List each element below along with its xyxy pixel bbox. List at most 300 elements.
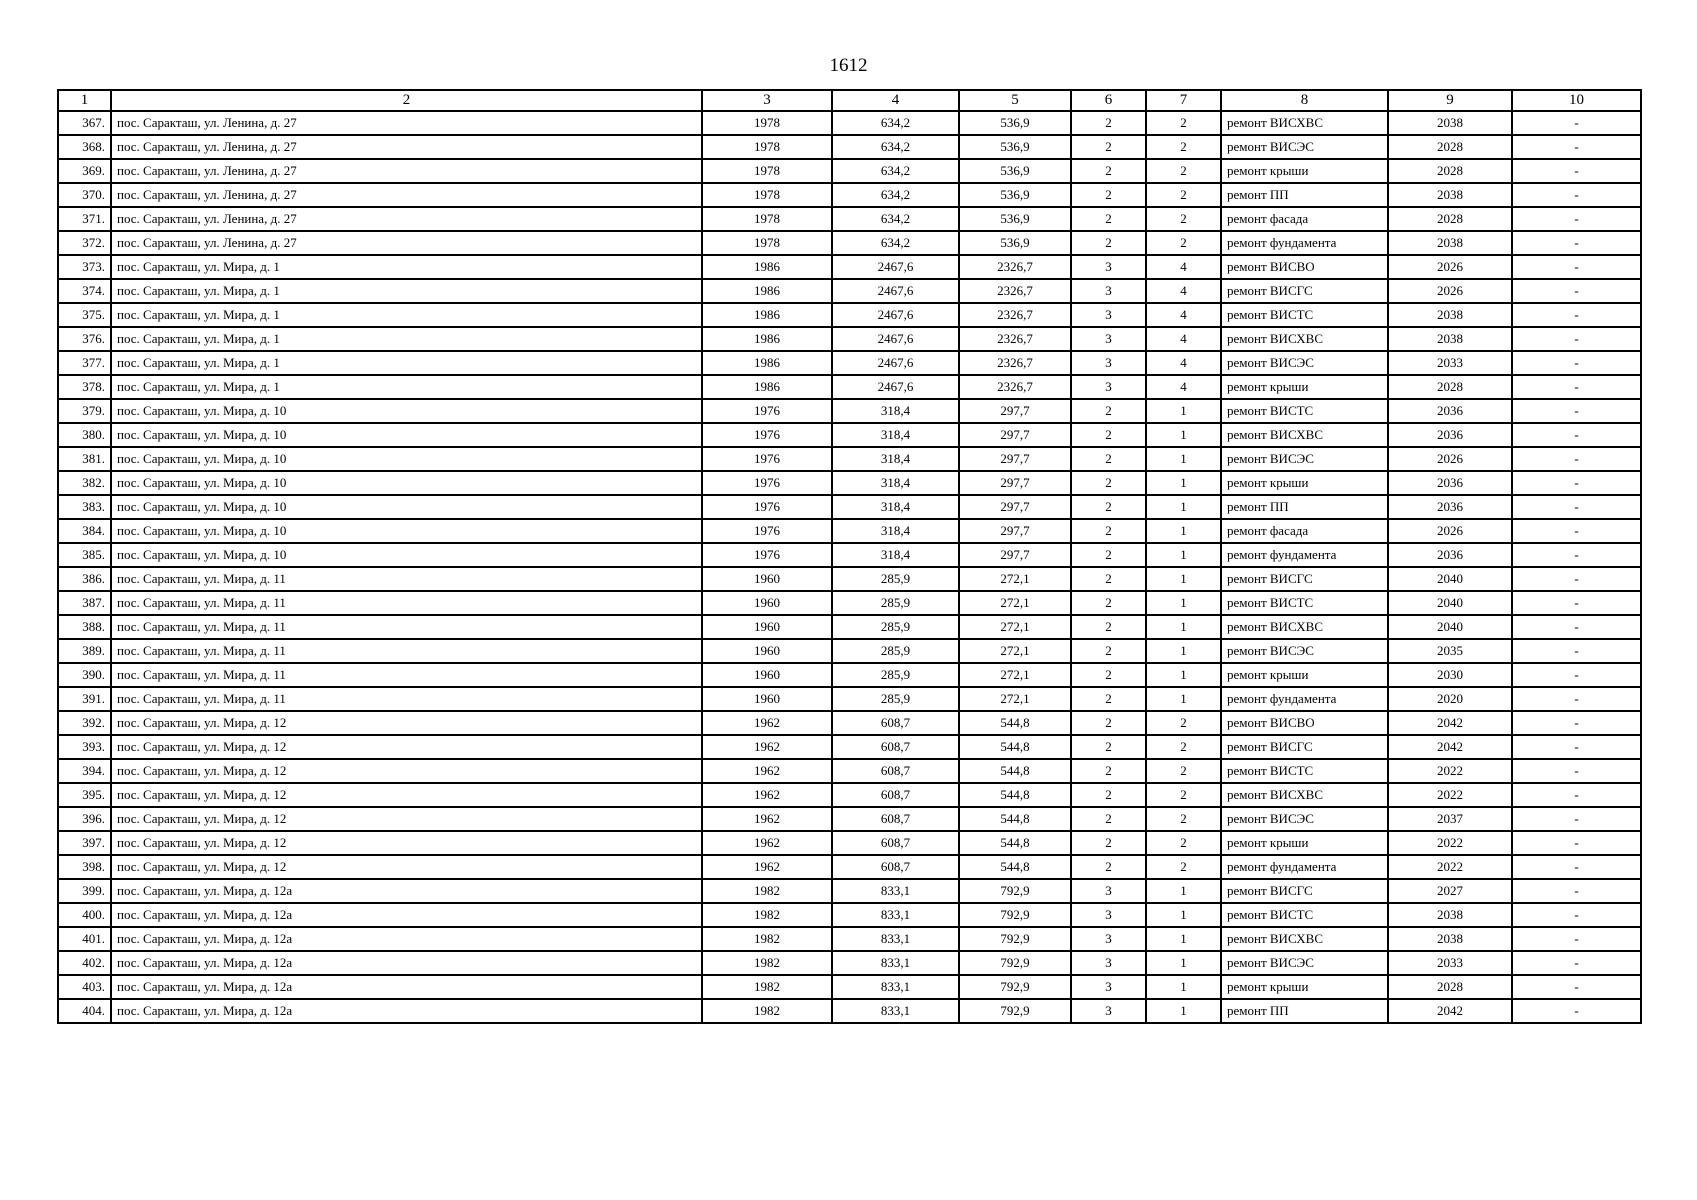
entrances-cell: 2 xyxy=(1146,735,1221,759)
floors-cell: 2 xyxy=(1071,759,1146,783)
planned-year-cell: 2038 xyxy=(1388,927,1512,951)
row-number-cell: 381. xyxy=(58,447,111,471)
address-cell: пос. Саракташ, ул. Ленина, д. 27 xyxy=(111,183,702,207)
table-row xyxy=(58,447,1641,471)
total-area-cell: 285,9 xyxy=(832,591,959,615)
total-area-cell: 833,1 xyxy=(832,903,959,927)
table-row xyxy=(58,519,1641,543)
work-type-cell: ремонт фундамента xyxy=(1221,687,1388,711)
address-cell: пос. Саракташ, ул. Мира, д. 12а xyxy=(111,903,702,927)
table-row xyxy=(58,279,1641,303)
note-cell: - xyxy=(1512,999,1641,1023)
column-header: 3 xyxy=(702,90,832,111)
build-year-cell: 1982 xyxy=(702,951,832,975)
row-number-cell: 371. xyxy=(58,207,111,231)
entrances-cell: 2 xyxy=(1146,759,1221,783)
living-area-cell: 297,7 xyxy=(959,447,1071,471)
living-area-cell: 297,7 xyxy=(959,399,1071,423)
living-area-cell: 544,8 xyxy=(959,759,1071,783)
build-year-cell: 1978 xyxy=(702,135,832,159)
note-cell: - xyxy=(1512,495,1641,519)
planned-year-cell: 2038 xyxy=(1388,183,1512,207)
planned-year-cell: 2033 xyxy=(1388,951,1512,975)
table-row xyxy=(58,351,1641,375)
build-year-cell: 1960 xyxy=(702,615,832,639)
floors-cell: 2 xyxy=(1071,783,1146,807)
row-number-cell: 402. xyxy=(58,951,111,975)
address-cell: пос. Саракташ, ул. Мира, д. 1 xyxy=(111,303,702,327)
address-cell: пос. Саракташ, ул. Мира, д. 10 xyxy=(111,447,702,471)
total-area-cell: 634,2 xyxy=(832,111,959,135)
row-number-cell: 383. xyxy=(58,495,111,519)
work-type-cell: ремонт ВИСЭС xyxy=(1221,135,1388,159)
work-type-cell: ремонт крыши xyxy=(1221,159,1388,183)
planned-year-cell: 2038 xyxy=(1388,303,1512,327)
table-row xyxy=(58,951,1641,975)
floors-cell: 2 xyxy=(1071,183,1146,207)
entrances-cell: 2 xyxy=(1146,783,1221,807)
living-area-cell: 2326,7 xyxy=(959,279,1071,303)
floors-cell: 2 xyxy=(1071,639,1146,663)
note-cell: - xyxy=(1512,591,1641,615)
total-area-cell: 285,9 xyxy=(832,567,959,591)
address-cell: пос. Саракташ, ул. Мира, д. 10 xyxy=(111,399,702,423)
living-area-cell: 272,1 xyxy=(959,591,1071,615)
entrances-cell: 2 xyxy=(1146,111,1221,135)
row-number-cell: 395. xyxy=(58,783,111,807)
planned-year-cell: 2036 xyxy=(1388,471,1512,495)
address-cell: пос. Саракташ, ул. Мира, д. 1 xyxy=(111,327,702,351)
work-type-cell: ремонт ВИСГС xyxy=(1221,279,1388,303)
total-area-cell: 608,7 xyxy=(832,783,959,807)
build-year-cell: 1976 xyxy=(702,423,832,447)
entrances-cell: 1 xyxy=(1146,999,1221,1023)
total-area-cell: 318,4 xyxy=(832,543,959,567)
note-cell: - xyxy=(1512,663,1641,687)
build-year-cell: 1982 xyxy=(702,927,832,951)
work-type-cell: ремонт ВИСЭС xyxy=(1221,447,1388,471)
total-area-cell: 318,4 xyxy=(832,399,959,423)
entrances-cell: 1 xyxy=(1146,519,1221,543)
table-row xyxy=(58,927,1641,951)
build-year-cell: 1976 xyxy=(702,519,832,543)
row-number-cell: 392. xyxy=(58,711,111,735)
entrances-cell: 1 xyxy=(1146,975,1221,999)
living-area-cell: 544,8 xyxy=(959,735,1071,759)
floors-cell: 2 xyxy=(1071,831,1146,855)
note-cell: - xyxy=(1512,279,1641,303)
total-area-cell: 285,9 xyxy=(832,615,959,639)
planned-year-cell: 2042 xyxy=(1388,999,1512,1023)
planned-year-cell: 2040 xyxy=(1388,591,1512,615)
build-year-cell: 1986 xyxy=(702,303,832,327)
planned-year-cell: 2026 xyxy=(1388,255,1512,279)
build-year-cell: 1962 xyxy=(702,831,832,855)
address-cell: пос. Саракташ, ул. Мира, д. 11 xyxy=(111,567,702,591)
note-cell: - xyxy=(1512,951,1641,975)
build-year-cell: 1962 xyxy=(702,855,832,879)
floors-cell: 3 xyxy=(1071,879,1146,903)
address-cell: пос. Саракташ, ул. Мира, д. 11 xyxy=(111,639,702,663)
note-cell: - xyxy=(1512,639,1641,663)
living-area-cell: 536,9 xyxy=(959,111,1071,135)
floors-cell: 2 xyxy=(1071,111,1146,135)
address-cell: пос. Саракташ, ул. Мира, д. 11 xyxy=(111,591,702,615)
row-number-cell: 382. xyxy=(58,471,111,495)
work-type-cell: ремонт ПП xyxy=(1221,495,1388,519)
column-header: 8 xyxy=(1221,90,1388,111)
table-row xyxy=(58,135,1641,159)
living-area-cell: 792,9 xyxy=(959,903,1071,927)
note-cell: - xyxy=(1512,975,1641,999)
note-cell: - xyxy=(1512,543,1641,567)
floors-cell: 2 xyxy=(1071,735,1146,759)
living-area-cell: 792,9 xyxy=(959,975,1071,999)
planned-year-cell: 2036 xyxy=(1388,495,1512,519)
living-area-cell: 792,9 xyxy=(959,879,1071,903)
address-cell: пос. Саракташ, ул. Мира, д. 1 xyxy=(111,375,702,399)
build-year-cell: 1960 xyxy=(702,639,832,663)
note-cell: - xyxy=(1512,159,1641,183)
work-type-cell: ремонт фундамента xyxy=(1221,855,1388,879)
floors-cell: 3 xyxy=(1071,327,1146,351)
living-area-cell: 536,9 xyxy=(959,183,1071,207)
floors-cell: 2 xyxy=(1071,159,1146,183)
planned-year-cell: 2026 xyxy=(1388,447,1512,471)
entrances-cell: 1 xyxy=(1146,567,1221,591)
floors-cell: 2 xyxy=(1071,447,1146,471)
table-row xyxy=(58,831,1641,855)
table-row xyxy=(58,567,1641,591)
build-year-cell: 1986 xyxy=(702,279,832,303)
entrances-cell: 1 xyxy=(1146,543,1221,567)
note-cell: - xyxy=(1512,423,1641,447)
planned-year-cell: 2030 xyxy=(1388,663,1512,687)
row-number-cell: 368. xyxy=(58,135,111,159)
build-year-cell: 1982 xyxy=(702,999,832,1023)
total-area-cell: 833,1 xyxy=(832,975,959,999)
total-area-cell: 608,7 xyxy=(832,759,959,783)
table-row xyxy=(58,207,1641,231)
column-header: 9 xyxy=(1388,90,1512,111)
address-cell: пос. Саракташ, ул. Мира, д. 1 xyxy=(111,279,702,303)
planned-year-cell: 2042 xyxy=(1388,735,1512,759)
total-area-cell: 634,2 xyxy=(832,207,959,231)
work-type-cell: ремонт ВИСГС xyxy=(1221,567,1388,591)
living-area-cell: 297,7 xyxy=(959,519,1071,543)
entrances-cell: 2 xyxy=(1146,711,1221,735)
planned-year-cell: 2028 xyxy=(1388,975,1512,999)
total-area-cell: 833,1 xyxy=(832,879,959,903)
table-row xyxy=(58,639,1641,663)
work-type-cell: ремонт ВИСХВС xyxy=(1221,615,1388,639)
floors-cell: 3 xyxy=(1071,303,1146,327)
address-cell: пос. Саракташ, ул. Ленина, д. 27 xyxy=(111,159,702,183)
floors-cell: 3 xyxy=(1071,999,1146,1023)
floors-cell: 3 xyxy=(1071,951,1146,975)
entrances-cell: 2 xyxy=(1146,831,1221,855)
total-area-cell: 608,7 xyxy=(832,855,959,879)
planned-year-cell: 2035 xyxy=(1388,639,1512,663)
row-number-cell: 384. xyxy=(58,519,111,543)
build-year-cell: 1976 xyxy=(702,543,832,567)
entrances-cell: 4 xyxy=(1146,351,1221,375)
address-cell: пос. Саракташ, ул. Мира, д. 12а xyxy=(111,975,702,999)
note-cell: - xyxy=(1512,351,1641,375)
row-number-cell: 396. xyxy=(58,807,111,831)
table-row xyxy=(58,855,1641,879)
build-year-cell: 1978 xyxy=(702,183,832,207)
build-year-cell: 1962 xyxy=(702,807,832,831)
living-area-cell: 792,9 xyxy=(959,927,1071,951)
row-number-cell: 370. xyxy=(58,183,111,207)
entrances-cell: 2 xyxy=(1146,207,1221,231)
total-area-cell: 608,7 xyxy=(832,807,959,831)
build-year-cell: 1960 xyxy=(702,687,832,711)
work-type-cell: ремонт ПП xyxy=(1221,999,1388,1023)
note-cell: - xyxy=(1512,759,1641,783)
work-type-cell: ремонт крыши xyxy=(1221,831,1388,855)
table-row xyxy=(58,879,1641,903)
table-row xyxy=(58,495,1641,519)
address-cell: пос. Саракташ, ул. Мира, д. 12 xyxy=(111,735,702,759)
total-area-cell: 285,9 xyxy=(832,663,959,687)
table-row xyxy=(58,303,1641,327)
note-cell: - xyxy=(1512,255,1641,279)
living-area-cell: 2326,7 xyxy=(959,351,1071,375)
living-area-cell: 544,8 xyxy=(959,711,1071,735)
row-number-cell: 379. xyxy=(58,399,111,423)
note-cell: - xyxy=(1512,183,1641,207)
living-area-cell: 272,1 xyxy=(959,615,1071,639)
planned-year-cell: 2022 xyxy=(1388,783,1512,807)
planned-year-cell: 2028 xyxy=(1388,135,1512,159)
table-row xyxy=(58,999,1641,1023)
planned-year-cell: 2037 xyxy=(1388,807,1512,831)
address-cell: пос. Саракташ, ул. Ленина, д. 27 xyxy=(111,111,702,135)
build-year-cell: 1982 xyxy=(702,903,832,927)
planned-year-cell: 2022 xyxy=(1388,831,1512,855)
column-header: 1 xyxy=(58,90,111,111)
planned-year-cell: 2022 xyxy=(1388,759,1512,783)
total-area-cell: 833,1 xyxy=(832,999,959,1023)
note-cell: - xyxy=(1512,375,1641,399)
planned-year-cell: 2038 xyxy=(1388,327,1512,351)
build-year-cell: 1960 xyxy=(702,591,832,615)
build-year-cell: 1960 xyxy=(702,567,832,591)
living-area-cell: 792,9 xyxy=(959,951,1071,975)
entrances-cell: 4 xyxy=(1146,255,1221,279)
build-year-cell: 1986 xyxy=(702,375,832,399)
note-cell: - xyxy=(1512,903,1641,927)
living-area-cell: 792,9 xyxy=(959,999,1071,1023)
floors-cell: 2 xyxy=(1071,135,1146,159)
row-number-cell: 390. xyxy=(58,663,111,687)
row-number-cell: 401. xyxy=(58,927,111,951)
total-area-cell: 2467,6 xyxy=(832,255,959,279)
note-cell: - xyxy=(1512,807,1641,831)
table-body xyxy=(58,111,1641,1023)
build-year-cell: 1962 xyxy=(702,711,832,735)
note-cell: - xyxy=(1512,303,1641,327)
address-cell: пос. Саракташ, ул. Мира, д. 1 xyxy=(111,351,702,375)
build-year-cell: 1982 xyxy=(702,975,832,999)
row-number-cell: 376. xyxy=(58,327,111,351)
row-number-cell: 397. xyxy=(58,831,111,855)
note-cell: - xyxy=(1512,327,1641,351)
address-cell: пос. Саракташ, ул. Мира, д. 12 xyxy=(111,783,702,807)
build-year-cell: 1986 xyxy=(702,255,832,279)
address-cell: пос. Саракташ, ул. Мира, д. 12а xyxy=(111,951,702,975)
total-area-cell: 2467,6 xyxy=(832,303,959,327)
floors-cell: 2 xyxy=(1071,855,1146,879)
work-type-cell: ремонт ВИСВО xyxy=(1221,255,1388,279)
entrances-cell: 1 xyxy=(1146,663,1221,687)
living-area-cell: 297,7 xyxy=(959,543,1071,567)
planned-year-cell: 2028 xyxy=(1388,159,1512,183)
note-cell: - xyxy=(1512,927,1641,951)
table-row xyxy=(58,783,1641,807)
entrances-cell: 2 xyxy=(1146,135,1221,159)
floors-cell: 3 xyxy=(1071,927,1146,951)
floors-cell: 2 xyxy=(1071,591,1146,615)
row-number-cell: 375. xyxy=(58,303,111,327)
living-area-cell: 2326,7 xyxy=(959,375,1071,399)
planned-year-cell: 2036 xyxy=(1388,543,1512,567)
column-header: 5 xyxy=(959,90,1071,111)
work-type-cell: ремонт ВИСХВС xyxy=(1221,783,1388,807)
address-cell: пос. Саракташ, ул. Мира, д. 11 xyxy=(111,615,702,639)
total-area-cell: 2467,6 xyxy=(832,279,959,303)
address-cell: пос. Саракташ, ул. Мира, д. 12а xyxy=(111,927,702,951)
living-area-cell: 272,1 xyxy=(959,663,1071,687)
living-area-cell: 2326,7 xyxy=(959,327,1071,351)
planned-year-cell: 2040 xyxy=(1388,567,1512,591)
entrances-cell: 1 xyxy=(1146,591,1221,615)
row-number-cell: 367. xyxy=(58,111,111,135)
row-number-cell: 369. xyxy=(58,159,111,183)
row-number-cell: 394. xyxy=(58,759,111,783)
work-type-cell: ремонт ВИСТС xyxy=(1221,759,1388,783)
table-row xyxy=(58,159,1641,183)
row-number-cell: 389. xyxy=(58,639,111,663)
floors-cell: 3 xyxy=(1071,255,1146,279)
living-area-cell: 297,7 xyxy=(959,471,1071,495)
living-area-cell: 536,9 xyxy=(959,231,1071,255)
page-number: 1612 xyxy=(829,55,868,76)
entrances-cell: 1 xyxy=(1146,879,1221,903)
living-area-cell: 536,9 xyxy=(959,207,1071,231)
floors-cell: 3 xyxy=(1071,375,1146,399)
row-number-cell: 398. xyxy=(58,855,111,879)
work-type-cell: ремонт ВИСГС xyxy=(1221,735,1388,759)
table-row xyxy=(58,183,1641,207)
planned-year-cell: 2028 xyxy=(1388,207,1512,231)
planned-year-cell: 2028 xyxy=(1388,375,1512,399)
address-cell: пос. Саракташ, ул. Мира, д. 10 xyxy=(111,543,702,567)
floors-cell: 2 xyxy=(1071,519,1146,543)
work-type-cell: ремонт ВИСХВС xyxy=(1221,423,1388,447)
planned-year-cell: 2042 xyxy=(1388,711,1512,735)
build-year-cell: 1960 xyxy=(702,663,832,687)
table-row xyxy=(58,615,1641,639)
table-row xyxy=(58,735,1641,759)
row-number-cell: 386. xyxy=(58,567,111,591)
total-area-cell: 285,9 xyxy=(832,639,959,663)
row-number-cell: 373. xyxy=(58,255,111,279)
planned-year-cell: 2040 xyxy=(1388,615,1512,639)
note-cell: - xyxy=(1512,231,1641,255)
note-cell: - xyxy=(1512,855,1641,879)
living-area-cell: 272,1 xyxy=(959,567,1071,591)
floors-cell: 2 xyxy=(1071,663,1146,687)
address-cell: пос. Саракташ, ул. Мира, д. 10 xyxy=(111,423,702,447)
work-type-cell: ремонт крыши xyxy=(1221,375,1388,399)
total-area-cell: 608,7 xyxy=(832,831,959,855)
total-area-cell: 318,4 xyxy=(832,471,959,495)
floors-cell: 2 xyxy=(1071,807,1146,831)
table-row xyxy=(58,687,1641,711)
total-area-cell: 634,2 xyxy=(832,183,959,207)
address-cell: пос. Саракташ, ул. Мира, д. 10 xyxy=(111,495,702,519)
planned-year-cell: 2038 xyxy=(1388,231,1512,255)
work-type-cell: ремонт ВИСХВС xyxy=(1221,927,1388,951)
address-cell: пос. Саракташ, ул. Мира, д. 12а xyxy=(111,999,702,1023)
total-area-cell: 318,4 xyxy=(832,495,959,519)
row-number-cell: 374. xyxy=(58,279,111,303)
column-header: 7 xyxy=(1146,90,1221,111)
row-number-cell: 400. xyxy=(58,903,111,927)
entrances-cell: 4 xyxy=(1146,327,1221,351)
table-row xyxy=(58,231,1641,255)
floors-cell: 2 xyxy=(1071,543,1146,567)
planned-year-cell: 2036 xyxy=(1388,399,1512,423)
entrances-cell: 4 xyxy=(1146,303,1221,327)
total-area-cell: 2467,6 xyxy=(832,327,959,351)
table-row xyxy=(58,903,1641,927)
row-number-cell: 404. xyxy=(58,999,111,1023)
note-cell: - xyxy=(1512,567,1641,591)
address-cell: пос. Саракташ, ул. Мира, д. 12 xyxy=(111,831,702,855)
work-type-cell: ремонт крыши xyxy=(1221,663,1388,687)
floors-cell: 3 xyxy=(1071,903,1146,927)
build-year-cell: 1962 xyxy=(702,759,832,783)
work-type-cell: ремонт фундамента xyxy=(1221,543,1388,567)
total-area-cell: 634,2 xyxy=(832,135,959,159)
note-cell: - xyxy=(1512,207,1641,231)
table-row xyxy=(58,591,1641,615)
work-type-cell: ремонт крыши xyxy=(1221,975,1388,999)
note-cell: - xyxy=(1512,471,1641,495)
row-number-cell: 372. xyxy=(58,231,111,255)
note-cell: - xyxy=(1512,111,1641,135)
build-year-cell: 1986 xyxy=(702,327,832,351)
floors-cell: 2 xyxy=(1071,567,1146,591)
floors-cell: 2 xyxy=(1071,615,1146,639)
address-cell: пос. Саракташ, ул. Ленина, д. 27 xyxy=(111,135,702,159)
table-row xyxy=(58,975,1641,999)
planned-year-cell: 2020 xyxy=(1388,687,1512,711)
planned-year-cell: 2026 xyxy=(1388,279,1512,303)
floors-cell: 2 xyxy=(1071,207,1146,231)
note-cell: - xyxy=(1512,135,1641,159)
entrances-cell: 4 xyxy=(1146,279,1221,303)
entrances-cell: 1 xyxy=(1146,447,1221,471)
build-year-cell: 1982 xyxy=(702,879,832,903)
build-year-cell: 1976 xyxy=(702,447,832,471)
build-year-cell: 1978 xyxy=(702,159,832,183)
work-type-cell: ремонт фасада xyxy=(1221,207,1388,231)
